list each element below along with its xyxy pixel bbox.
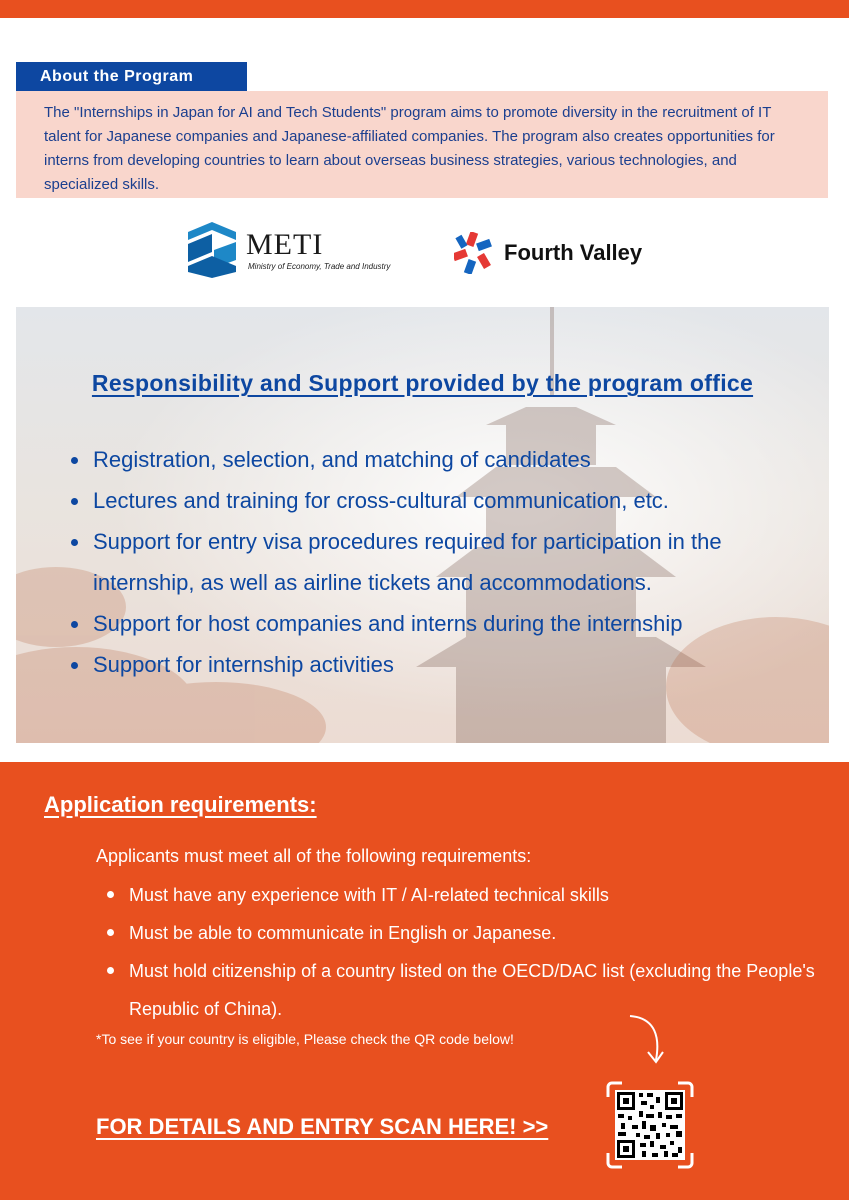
meti-wordmark: METI bbox=[246, 228, 324, 261]
requirement-item: Must have any experience with IT / AI-related technical skills bbox=[104, 876, 824, 914]
eligibility-note: *To see if your country is eligible, Please check the QR code below! bbox=[96, 1031, 514, 1047]
support-list bbox=[61, 439, 821, 685]
application-title: Application requirements: bbox=[44, 792, 317, 817]
application-intro: Applicants must meet all of the following requirements: bbox=[96, 846, 532, 866]
curved-arrow-icon bbox=[626, 1012, 672, 1066]
support-panel bbox=[16, 307, 829, 743]
fourth-valley-wordmark: Fourth Valley bbox=[504, 240, 643, 265]
top-accent-bar bbox=[0, 0, 849, 18]
support-item: Support for internship activities bbox=[61, 644, 821, 685]
logo-row bbox=[0, 222, 849, 282]
support-item: Registration, selection, and matching of candidates bbox=[61, 439, 821, 480]
support-item: Support for host companies and interns during the internship bbox=[61, 603, 821, 644]
entry-link[interactable]: FOR DETAILS AND ENTRY SCAN HERE! >> bbox=[96, 1114, 549, 1139]
application-section bbox=[0, 762, 849, 1200]
about-description: The "Internships in Japan for AI and Tech Students" program aims to promote diversity in the recruitment of IT talent for Japanese companies and Japanese-affiliated companies. The program also creates opportunities for interns from developing countries to learn about overseas business strategies, various technologies, and specialized skills. bbox=[16, 91, 828, 198]
requirement-item: Must be able to communicate in English or Japanese. bbox=[104, 914, 824, 952]
meti-subtitle: Ministry of Economy, Trade and Industry bbox=[248, 262, 391, 271]
meti-emblem-icon bbox=[188, 222, 238, 278]
qr-code[interactable] bbox=[606, 1081, 694, 1169]
meti-logo bbox=[188, 222, 408, 282]
support-item: Support for entry visa procedures required for participation in the internship, as well as airline tickets and accommodations. bbox=[61, 521, 821, 603]
support-item: Lectures and training for cross-cultural communication, etc. bbox=[61, 480, 821, 521]
fourth-valley-logo bbox=[454, 232, 674, 276]
fourth-valley-emblem-icon bbox=[454, 232, 496, 274]
requirement-item: Must hold citizenship of a country listed on the OECD/DAC list (excluding the People's Republic of China). bbox=[104, 952, 824, 1028]
about-heading: About the Program bbox=[16, 62, 247, 91]
support-title: Responsibility and Support provided by the program office bbox=[91, 370, 754, 396]
requirements-list bbox=[104, 876, 824, 1028]
